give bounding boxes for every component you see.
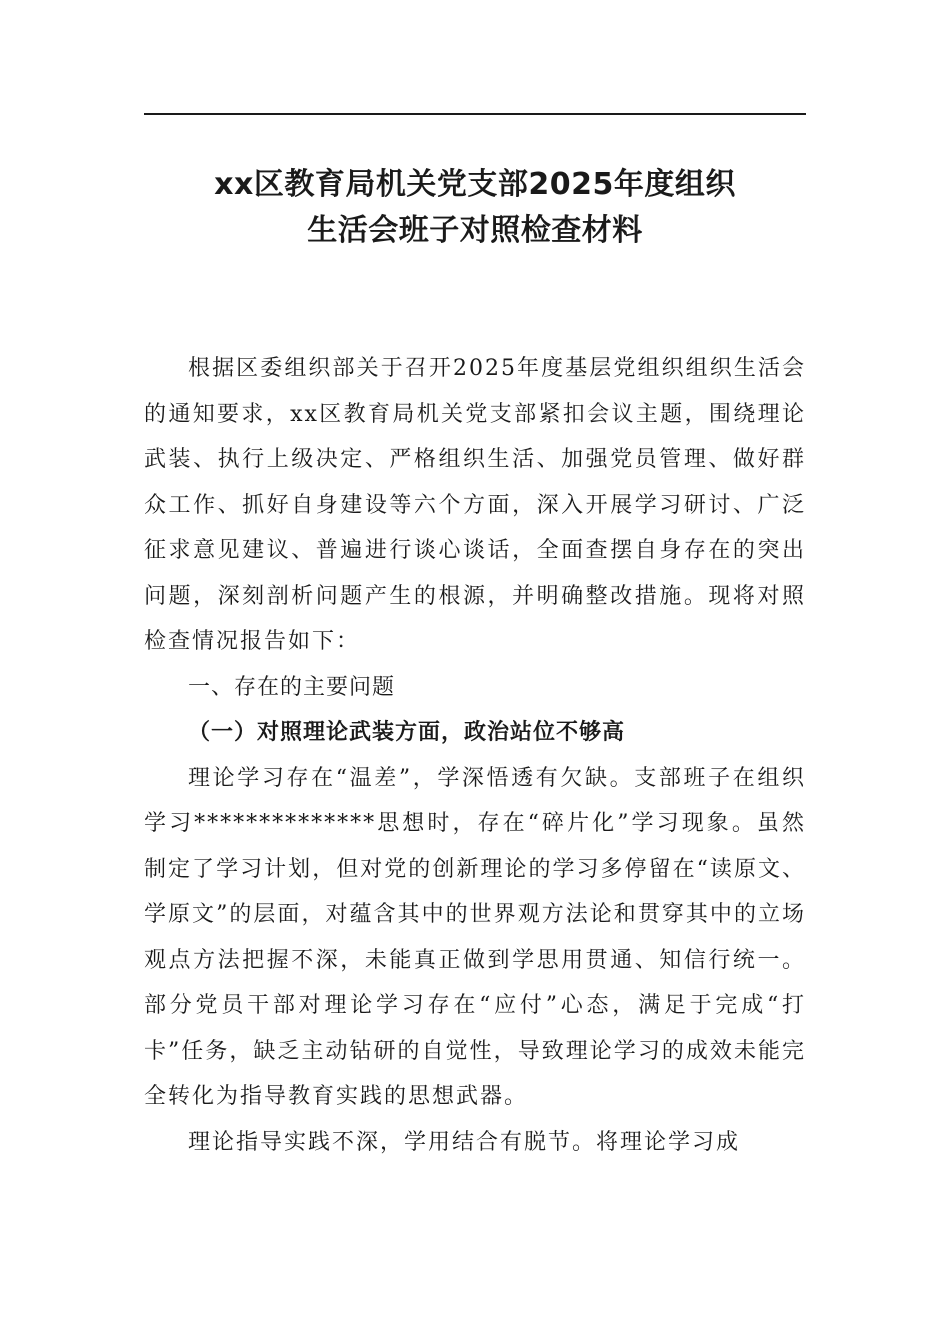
intro-paragraph: 根据区委组织部关于召开2025年度基层党组织组织生活会的通知要求，xx区教育局机关党支部紧扣会议主题，围绕理论武装、执行上级决定、严格组织生活、加强党员管理、做好群众工作、抓好自身建设等六个方面，深入开展学习研讨、广泛征求意见建议、普遍进行谈心谈话，全面查摆自身存在的突出问题，深刻剖析问题产生的根源，并明确整改措施。现将对照检查情况报告如下： xyxy=(144,356,806,654)
document-title xyxy=(144,162,806,254)
paragraph-theory-practice: 理论指导实践不深，学用结合有脱节。将理论学习成 xyxy=(188,1129,741,1155)
header-rule xyxy=(144,113,806,115)
subsection-heading-theory: （一）对照理论武装方面，政治站位不够高 xyxy=(188,719,626,745)
title-line-1: xx区教育局机关党支部2025年度组织 xyxy=(214,167,736,202)
paragraph-theory-study: 理论学习存在“温差”，学深悟透有欠缺。支部班子在组织学习**************思想时，存在“碎片化”学习现象。虽然制定了学习计划，但对党的创新理论的学习多停留在“读原文、学原文”的层面，对蕴含其中的世界观方法论和贯穿其中的立场观点方法把握不深，未能真正做到学思用贯通、知信行统一。部分党员干部对理论学习存在“应付”心态，满足于完成“打卡”任务，缺乏主动钻研的自觉性，导致理论学习的成效未能完全转化为指导教育实践的思想武器。 xyxy=(144,765,806,1109)
document-body xyxy=(144,346,806,1165)
section-heading-problems: 一、存在的主要问题 xyxy=(188,674,396,700)
title-line-2: 生活会班子对照检查材料 xyxy=(307,213,643,248)
